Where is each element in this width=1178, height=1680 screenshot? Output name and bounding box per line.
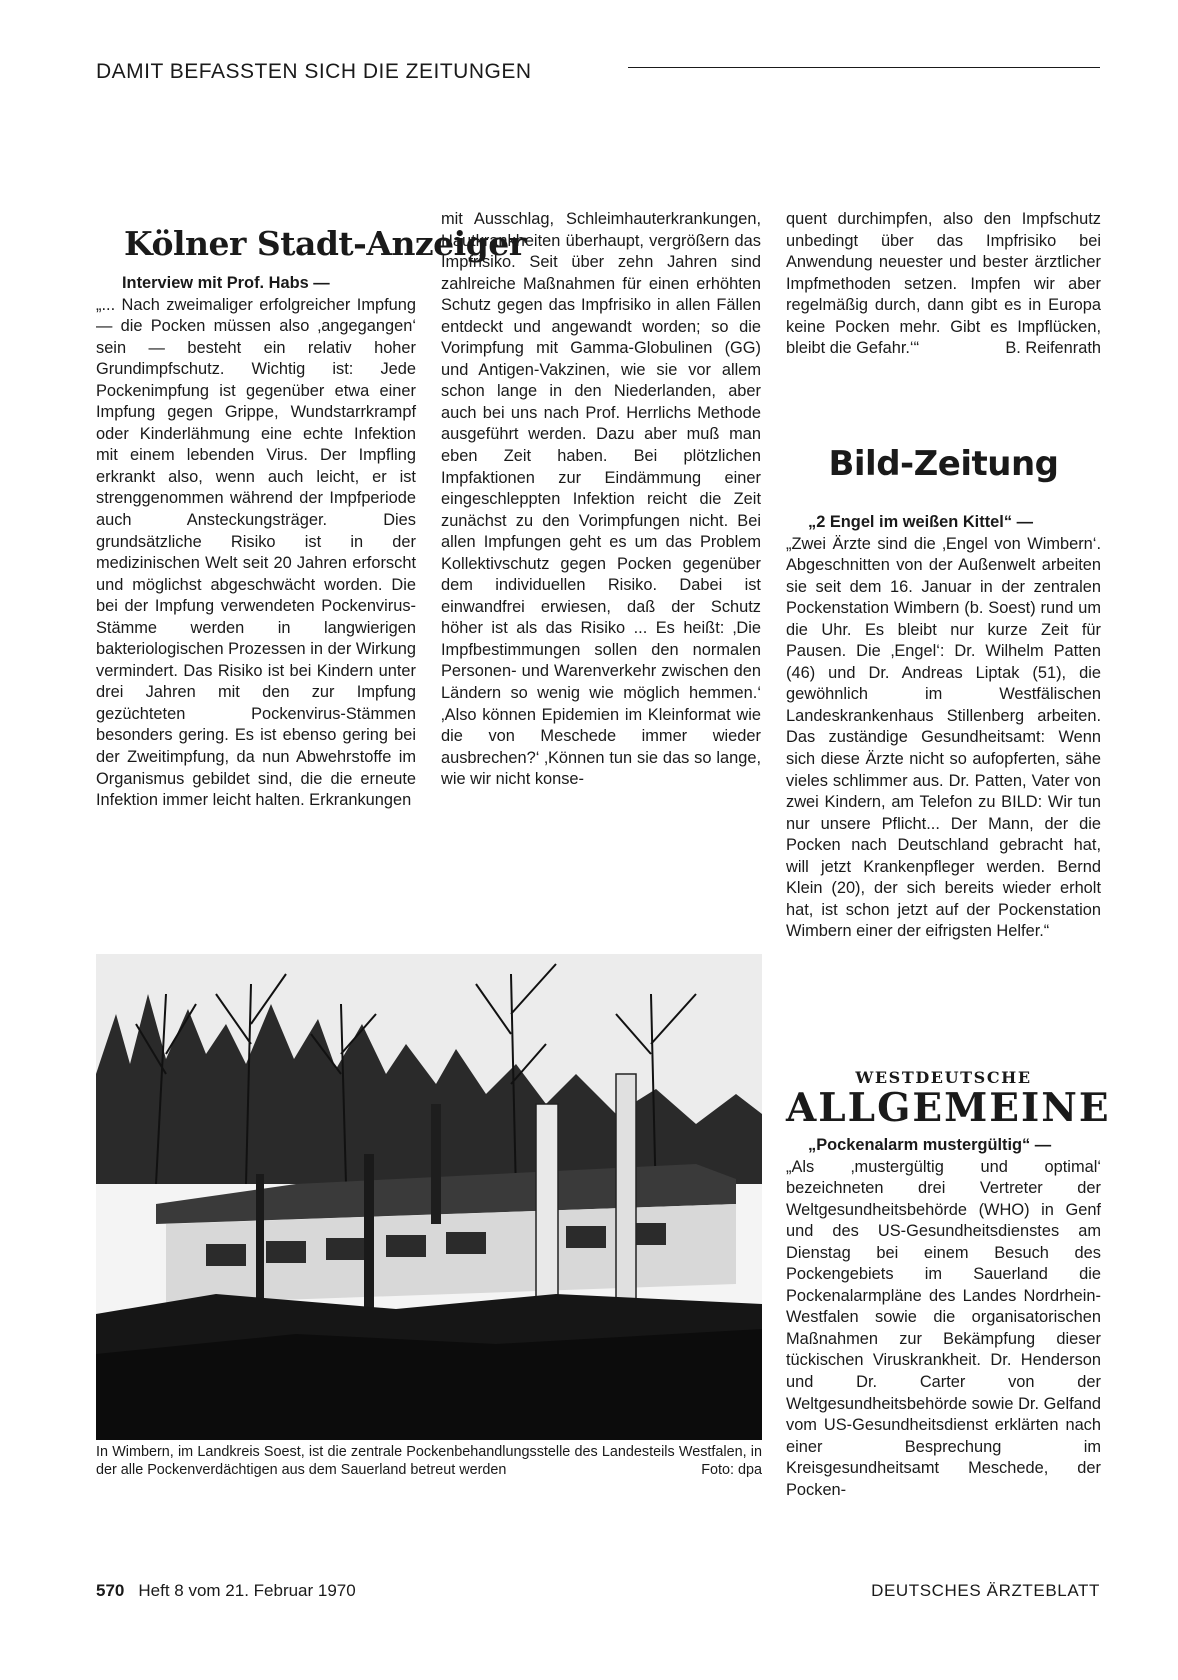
masthead-westdeutsche-allgemeine <box>786 1068 1111 1131</box>
page-number: 570 <box>96 1581 125 1600</box>
header-rule <box>628 67 1100 68</box>
article-ksa-author: B. Reifenrath <box>1005 339 1101 358</box>
article-ksa-column-3 <box>786 209 1101 360</box>
masthead-bild-zeitung: Bild-Zeitung <box>828 444 1059 484</box>
masthead-koelner-stadt-anzeiger: Kölner Stadt-Anzeiger <box>124 224 526 263</box>
article-waz <box>786 1135 1101 1501</box>
photo-pockenstation-wimbern <box>96 954 762 1440</box>
article-ksa-column-1 <box>96 273 416 812</box>
article-waz-text: „Als ‚mustergültig und optimal‘ bezeichneten drei Vertreter der Weltgesundheitsbehörde (WHO) in Genf und des US-Gesundheitsdienstes am Dienstag bei einem Besuch des Pockengebiets im Sauerland die Pockenalarmpläne des Landes Nordrhein-Westfalen sowie die organisatorischen Maßnahmen zur Bekämpfung dieser tückischen Viruskrankheit. Dr. Henderson und Dr. Carter von der Weltgesundheitsbehörde sowie Dr. Gelfand vom US-Gesundheitsdienst erklärten nach einer Besprechung im Kreisgesundheitsamt Meschede, der Pocken- <box>786 1157 1101 1499</box>
journal-name: DEUTSCHES ÄRZTEBLATT <box>871 1581 1100 1600</box>
section-title: DAMIT BEFASSTEN SICH DIE ZEITUNGEN <box>96 60 532 83</box>
article-ksa-text-part3: quent durchimpfen, also den Impfschutz unbedingt über das Impfrisiko bei Anwendung neuester und bester ärztlicher Impfmethoden setzen. Impfen wir aber regelmäßig durch, dann gibt es in Europa keine Pocken mehr. Gibt es Impflücken, bleibt die Gefahr.‘“ <box>786 210 1101 358</box>
masthead-waz-top: WESTDEUTSCHE <box>855 1068 1032 1087</box>
photo-caption-text: In Wimbern, im Landkreis Soest, ist die zentrale Pockenbehandlungsstelle des Landesteils Westfalen, in der alle Pockenverdächtigen aus dem Sauerland betreut werden <box>96 1444 762 1478</box>
article-waz-lead: „Pockenalarm mustergültig“ — <box>808 1136 1052 1154</box>
article-ksa-text-part2: mit Ausschlag, Schleimhauterkrankungen, Hautkrankheiten überhaupt, vergrößern das Impfrisiko. Seit über zehn Jahren sind zahlreiche Maßnahmen für einen erhöhten Schutz gegen das Impfrisiko in allen Fällen entdeckt und angewandt worden; so die Vorimpfung mit Gamma-Globulinen (GG) und Antigen-Vakzinen, wie sie vor allem schon lange in den Niederlanden, aber auch bei uns nach Prof. Herrlichs Methode ausgeführt werden. Dazu aber muß man eben Zeit haben. Bei plötzlichen Impfaktionen zur Eindämmung einer eingeschleppten Infektion reicht die Zeit zunächst zu den Vorimpfungen nicht. Bei allen Impfungen geht es um das Problem Kollektivschutz gegen Pocken gegenüber dem individuellen Risiko. Dabei ist einwandfrei erwiesen, daß der Schutz höher ist als das Risiko ... Es heißt: ‚Die Impfbestimmungen sollen den normalen Personen- und Warenverkehr zwischen den Ländern so wenig wie möglich hemmen.‘ ‚Also können Epidemien im Kleinformat wie die von Meschede immer wieder ausbrechen?‘ ‚Können tun sie das so lange, wie wir nicht konse- <box>441 210 761 789</box>
photo-caption <box>96 1444 762 1479</box>
article-ksa-lead: Interview mit Prof. Habs — <box>122 274 330 292</box>
article-bild <box>786 512 1101 943</box>
article-bild-text: „Zwei Ärzte sind die ‚Engel von Wimbern‘. Abgeschnitten von der Außenwelt arbeiten sie seit dem 16. Januar in der zentralen Pockenstation Wimbern (b. Soest) rund um die Uhr. Es bleibt nur kurze Zeit für Pausen. Die ‚Engel‘: Dr. Wilhelm Patten (46) und Dr. Andreas Liptak (51), die gewöhnlich im Westfälischen Landeskrankenhaus Stillenberg arbeiten. Das zuständige Gesundheitsamt: Wenn sich diese Ärzte nicht so aufopferten, sähe vieles schlimmer aus. Dr. Patten, Vater von zwei Kindern, am Telefon zu BILD: Wir tun nur unsere Pflicht... Der Mann, der die Pocken nach Deutschland gebracht hat, will jetzt Krankenpfleger werden. Bernd Klein (20), der sich bereits wieder erholt hat, ist schon jetzt auf der Pockenstation Wimbern einer der eifrigsten Helfer.“ <box>786 534 1101 941</box>
article-ksa-text-part1: „... Nach zweimaliger erfolgreicher Impfung — die Pocken müssen also ‚angegangen‘ sein — besteht ein relativ hoher Grundimpfschutz. Wichtig ist: Jede Pockenimpfung ist gegenüber etwa einer Impfung gegen Grippe, Wundstarrkrampf oder Kinderlähmung eine echte Infektion mit einem lebenden Virus. Der Impfling erkrankt also, wenn auch leicht, er ist strenggenommen während der Impfperiode auch Ansteckungsträger. Dies grundsätzliche Risiko ist in der medizinischen Welt seit 20 Jahren erforscht und möglichst abgeschwächt worden. Die bei der Impfung verwendeten Pockenvirus-Stämme werden in langwierigen bakteriologischen Prozessen in der Wirkung vermindert. Das Risiko ist bei Kindern unter drei Jahren mit den zur Impfung gezüchteten Pockenvirus-Stämmen besonders gering. Es ist ebenso gering bei der Zweitimpfung, da nun Abwehrstoffe im Organismus gebildet sind, die die erneute Infektion immer leicht halten. Erkrankungen <box>96 295 416 810</box>
article-bild-lead: „2 Engel im weißen Kittel“ — <box>808 513 1033 531</box>
photo-credit: Foto: dpa <box>701 1461 762 1478</box>
footer-left <box>96 1581 356 1601</box>
article-ksa-column-2 <box>441 209 761 791</box>
masthead-waz-main: ALLGEMEINE <box>786 1085 1111 1131</box>
issue-info: Heft 8 vom 21. Februar 1970 <box>138 1581 356 1600</box>
